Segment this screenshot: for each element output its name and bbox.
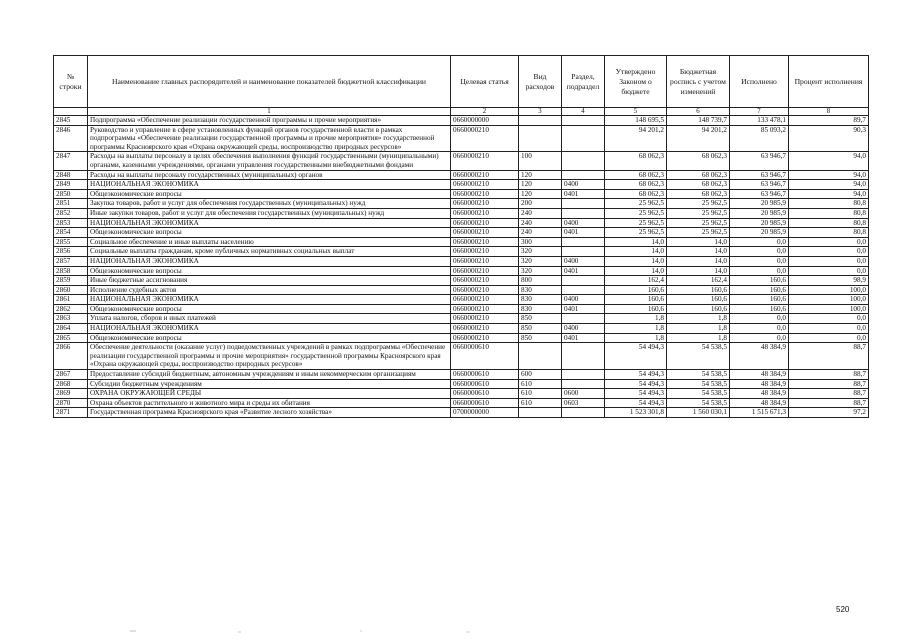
row-expense-kind: 240 [519, 208, 562, 218]
row-section [562, 276, 605, 286]
row-number: 2864 [54, 324, 88, 334]
row-number: 2858 [54, 266, 88, 276]
row-section [562, 237, 605, 247]
row-name: Общеэкономические вопросы [88, 266, 451, 276]
row-executed: 160,6 [730, 295, 789, 305]
row-executed: 48 384,9 [730, 398, 789, 408]
row-number: 2853 [54, 218, 88, 228]
row-section: 0603 [562, 398, 605, 408]
table-row [54, 398, 869, 408]
row-percent: 90,3 [789, 125, 869, 152]
table-row [54, 199, 869, 209]
row-approved: 14,0 [605, 237, 667, 247]
row-target-article: 0660000210 [451, 324, 519, 334]
row-section [562, 343, 605, 370]
row-executed: 0,0 [730, 256, 789, 266]
row-approved: 14,0 [605, 256, 667, 266]
row-percent: 88,7 [789, 370, 869, 380]
row-budget-schedule: 25 962,5 [667, 208, 730, 218]
table-row [54, 333, 869, 343]
row-approved: 1,8 [605, 333, 667, 343]
row-percent: 97,2 [789, 408, 869, 418]
row-section: 0400 [562, 256, 605, 266]
row-budget-schedule: 68 062,3 [667, 152, 730, 170]
row-budget-schedule: 14,0 [667, 266, 730, 276]
row-expense-kind: 850 [519, 333, 562, 343]
row-approved: 25 962,5 [605, 218, 667, 228]
row-approved: 148 695,5 [605, 116, 667, 126]
row-executed: 160,6 [730, 276, 789, 286]
row-target-article: 0660000210 [451, 247, 519, 257]
row-section [562, 247, 605, 257]
row-number: 2848 [54, 170, 88, 180]
row-expense-kind [519, 343, 562, 370]
row-executed: 133 478,1 [730, 116, 789, 126]
row-name: Закупка товаров, работ и услуг для обеспечения государственных (муниципальных) нужд [88, 199, 451, 209]
row-percent: 88,7 [789, 398, 869, 408]
row-expense-kind: 240 [519, 218, 562, 228]
row-target-article: 0660000210 [451, 170, 519, 180]
column-number: 2 [451, 108, 519, 116]
row-number: 2866 [54, 343, 88, 370]
row-section [562, 208, 605, 218]
row-executed: 20 985,9 [730, 228, 789, 238]
row-percent: 0,0 [789, 237, 869, 247]
row-section [562, 285, 605, 295]
row-approved: 1,8 [605, 324, 667, 334]
header-section: Раздел, подраздел [562, 56, 605, 108]
row-budget-schedule: 14,0 [667, 237, 730, 247]
row-number: 2870 [54, 398, 88, 408]
row-executed: 48 384,9 [730, 343, 789, 370]
row-percent: 80,8 [789, 218, 869, 228]
row-target-article: 0700000000 [451, 408, 519, 418]
row-name: Подпрограмма «Обеспечение реализации государственной программы и прочие мероприятия» [88, 116, 451, 126]
row-target-article: 0660000210 [451, 237, 519, 247]
row-percent: 80,8 [789, 208, 869, 218]
row-expense-kind: 600 [519, 370, 562, 380]
row-expense-kind: 120 [519, 180, 562, 190]
row-executed: 1 515 671,3 [730, 408, 789, 418]
row-executed: 160,6 [730, 285, 789, 295]
row-section [562, 314, 605, 324]
row-expense-kind: 300 [519, 237, 562, 247]
row-section: 0400 [562, 324, 605, 334]
row-percent: 0,0 [789, 256, 869, 266]
row-budget-schedule: 14,0 [667, 247, 730, 257]
row-target-article: 0660000210 [451, 256, 519, 266]
row-expense-kind: 240 [519, 228, 562, 238]
table-row [54, 389, 869, 399]
row-section [562, 370, 605, 380]
row-budget-schedule: 148 739,7 [667, 116, 730, 126]
row-expense-kind: 320 [519, 247, 562, 257]
row-target-article: 0660000210 [451, 285, 519, 295]
row-expense-kind: 850 [519, 314, 562, 324]
row-approved: 54 494,3 [605, 343, 667, 370]
row-number: 2868 [54, 379, 88, 389]
row-name: НАЦИОНАЛЬНАЯ ЭКОНОМИКА [88, 180, 451, 190]
row-target-article: 0660000210 [451, 276, 519, 286]
row-budget-schedule: 54 538,5 [667, 379, 730, 389]
row-budget-schedule: 160,6 [667, 295, 730, 305]
row-target-article: 0660000210 [451, 304, 519, 314]
header-approved: Утверждено Законом о бюджете [605, 56, 667, 108]
row-number: 2854 [54, 228, 88, 238]
row-number: 2857 [54, 256, 88, 266]
row-target-article: 0660000610 [451, 343, 519, 370]
table-row [54, 285, 869, 295]
table-row [54, 180, 869, 190]
row-section: 0401 [562, 266, 605, 276]
row-percent: 100,0 [789, 295, 869, 305]
row-target-article: 0660000210 [451, 152, 519, 170]
column-number [54, 108, 88, 116]
row-section: 0401 [562, 228, 605, 238]
row-name: Общеэкономические вопросы [88, 189, 451, 199]
row-expense-kind: 830 [519, 285, 562, 295]
row-budget-schedule: 94 201,2 [667, 125, 730, 152]
row-target-article: 0660000210 [451, 314, 519, 324]
header-budget-schedule: Бюджетная роспись с учетом изменений [667, 56, 730, 108]
row-number: 2849 [54, 180, 88, 190]
row-executed: 48 384,9 [730, 379, 789, 389]
row-expense-kind: 850 [519, 324, 562, 334]
row-number: 2861 [54, 295, 88, 305]
row-name: Расходы на выплаты персоналу государственных (муниципальных) органов [88, 170, 451, 180]
row-target-article: 0660000210 [451, 208, 519, 218]
row-number: 2846 [54, 125, 88, 152]
row-name: Охрана объектов растительного и животного мира и среды их обитания [88, 398, 451, 408]
row-budget-schedule: 25 962,5 [667, 199, 730, 209]
table-row [54, 370, 869, 380]
row-expense-kind: 830 [519, 295, 562, 305]
row-percent: 94,0 [789, 152, 869, 170]
row-name: Иные закупки товаров, работ и услуг для обеспечения государственных (муниципальных) нужд [88, 208, 451, 218]
budget-execution-table [53, 55, 869, 418]
row-percent: 94,0 [789, 170, 869, 180]
table-row [54, 208, 869, 218]
row-expense-kind: 320 [519, 256, 562, 266]
row-section: 0401 [562, 333, 605, 343]
row-budget-schedule: 162,4 [667, 276, 730, 286]
row-approved: 54 494,3 [605, 389, 667, 399]
row-target-article: 0660000210 [451, 189, 519, 199]
header-target-article: Целевая статья [451, 56, 519, 108]
table-row [54, 152, 869, 170]
row-approved: 54 494,3 [605, 398, 667, 408]
row-number: 2871 [54, 408, 88, 418]
row-expense-kind: 610 [519, 398, 562, 408]
row-expense-kind: 120 [519, 170, 562, 180]
row-name: Социальные выплаты гражданам, кроме публичных нормативных социальных выплат [88, 247, 451, 257]
row-approved: 68 062,3 [605, 180, 667, 190]
row-approved: 54 494,3 [605, 370, 667, 380]
row-expense-kind: 610 [519, 389, 562, 399]
table-header-row [54, 56, 869, 108]
row-name: Расходы на выплаты персоналу в целях обеспечения выполнения функций государственными (муниципальными) органами, казенными учреждениями, органами управления государственными внебюджетными фондами [88, 152, 451, 170]
row-target-article: 0660000210 [451, 218, 519, 228]
table-row [54, 408, 869, 418]
row-expense-kind [519, 116, 562, 126]
row-executed: 0,0 [730, 333, 789, 343]
row-section [562, 125, 605, 152]
table-row [54, 125, 869, 152]
row-name: Субсидии бюджетным учреждениям [88, 379, 451, 389]
row-target-article: 0660000210 [451, 333, 519, 343]
row-number: 2862 [54, 304, 88, 314]
column-number: 5 [605, 108, 667, 116]
row-budget-schedule: 1 560 030,1 [667, 408, 730, 418]
row-budget-schedule: 25 962,5 [667, 228, 730, 238]
row-name: НАЦИОНАЛЬНАЯ ЭКОНОМИКА [88, 324, 451, 334]
row-target-article: 0660000210 [451, 125, 519, 152]
table-row [54, 228, 869, 238]
row-section: 0400 [562, 218, 605, 228]
row-number: 2865 [54, 333, 88, 343]
row-name: Руководство и управление в сфере установленных функций органов государственной власти в рамках подпрограммы «Обеспечение реализации государственной программы и прочие мероприятия» государственной программы Красноярского края «Охрана окружающей среды, воспроизводство природных ресурсов» [88, 125, 451, 152]
table-row [54, 314, 869, 324]
table-row [54, 295, 869, 305]
row-expense-kind [519, 408, 562, 418]
row-number: 2863 [54, 314, 88, 324]
row-expense-kind: 200 [519, 199, 562, 209]
row-executed: 20 985,9 [730, 218, 789, 228]
row-expense-kind: 830 [519, 304, 562, 314]
row-executed: 0,0 [730, 314, 789, 324]
row-approved: 160,6 [605, 304, 667, 314]
row-expense-kind: 610 [519, 379, 562, 389]
table-row [54, 379, 869, 389]
row-percent: 100,0 [789, 285, 869, 295]
row-approved: 1,8 [605, 314, 667, 324]
row-approved: 25 962,5 [605, 199, 667, 209]
row-number: 2845 [54, 116, 88, 126]
row-target-article: 0660000610 [451, 370, 519, 380]
column-number: 1 [88, 108, 451, 116]
row-name: Общеэкономические вопросы [88, 333, 451, 343]
row-number: 2859 [54, 276, 88, 286]
row-executed: 0,0 [730, 266, 789, 276]
row-budget-schedule: 1,8 [667, 324, 730, 334]
row-budget-schedule: 25 962,5 [667, 218, 730, 228]
row-approved: 160,6 [605, 285, 667, 295]
row-expense-kind: 320 [519, 266, 562, 276]
row-name: Общеэкономические вопросы [88, 228, 451, 238]
row-target-article: 0660000610 [451, 398, 519, 408]
table-row [54, 343, 869, 370]
row-expense-kind [519, 125, 562, 152]
row-approved: 162,4 [605, 276, 667, 286]
row-percent: 0,0 [789, 333, 869, 343]
row-number: 2856 [54, 247, 88, 257]
row-percent: 80,8 [789, 199, 869, 209]
row-section [562, 116, 605, 126]
row-budget-schedule: 68 062,3 [667, 170, 730, 180]
row-name: ОХРАНА ОКРУЖАЮЩЕЙ СРЕДЫ [88, 389, 451, 399]
row-budget-schedule: 160,6 [667, 304, 730, 314]
row-budget-schedule: 54 538,5 [667, 343, 730, 370]
row-section: 0400 [562, 295, 605, 305]
row-executed: 20 985,9 [730, 208, 789, 218]
header-name: Наименование главных распорядителей и наименование показателей бюджетной классификации [88, 56, 451, 108]
row-section [562, 170, 605, 180]
row-approved: 25 962,5 [605, 208, 667, 218]
row-percent: 88,7 [789, 343, 869, 370]
row-percent: 0,0 [789, 324, 869, 334]
row-section [562, 408, 605, 418]
column-number: 3 [519, 108, 562, 116]
row-name: Иные бюджетные ассигнования [88, 276, 451, 286]
table-row [54, 189, 869, 199]
row-name: Уплата налогов, сборов и иных платежей [88, 314, 451, 324]
table-row [54, 237, 869, 247]
table-row [54, 324, 869, 334]
row-approved: 25 962,5 [605, 228, 667, 238]
row-approved: 160,6 [605, 295, 667, 305]
row-approved: 14,0 [605, 247, 667, 257]
column-number-row [54, 108, 869, 116]
row-target-article: 0660000210 [451, 180, 519, 190]
row-percent: 98,9 [789, 276, 869, 286]
row-number: 2852 [54, 208, 88, 218]
row-expense-kind: 120 [519, 189, 562, 199]
row-target-article: 0660000000 [451, 116, 519, 126]
table-row [54, 266, 869, 276]
row-number: 2855 [54, 237, 88, 247]
row-budget-schedule: 160,6 [667, 285, 730, 295]
row-section: 0401 [562, 304, 605, 314]
row-expense-kind: 100 [519, 152, 562, 170]
header-expense-kind: Вид расходов [519, 56, 562, 108]
header-executed: Исполнено [730, 56, 789, 108]
row-executed: 48 384,9 [730, 370, 789, 380]
row-percent: 89,7 [789, 116, 869, 126]
row-percent: 80,8 [789, 228, 869, 238]
row-executed: 0,0 [730, 237, 789, 247]
row-name: НАЦИОНАЛЬНАЯ ЭКОНОМИКА [88, 256, 451, 266]
row-approved: 1 523 301,8 [605, 408, 667, 418]
row-percent: 94,0 [789, 180, 869, 190]
row-name: НАЦИОНАЛЬНАЯ ЭКОНОМИКА [88, 218, 451, 228]
row-percent: 0,0 [789, 247, 869, 257]
row-target-article: 0660000210 [451, 295, 519, 305]
row-name: Социальное обеспечение и иные выплаты населению [88, 237, 451, 247]
row-percent: 88,7 [789, 389, 869, 399]
row-number: 2851 [54, 199, 88, 209]
row-executed: 0,0 [730, 324, 789, 334]
row-budget-schedule: 1,8 [667, 314, 730, 324]
row-approved: 14,0 [605, 266, 667, 276]
table-row [54, 170, 869, 180]
column-number: 7 [730, 108, 789, 116]
row-executed: 63 946,7 [730, 189, 789, 199]
table-row [54, 247, 869, 257]
row-target-article: 0660000610 [451, 389, 519, 399]
row-executed: 63 946,7 [730, 180, 789, 190]
row-executed: 85 093,2 [730, 125, 789, 152]
table-row [54, 276, 869, 286]
row-approved: 68 062,3 [605, 152, 667, 170]
row-number: 2869 [54, 389, 88, 399]
row-name: Предоставление субсидий бюджетным, автономным учреждениям и иным некоммерческим организациям [88, 370, 451, 380]
column-number: 8 [789, 108, 869, 116]
table-row [54, 304, 869, 314]
row-budget-schedule: 54 538,5 [667, 389, 730, 399]
row-budget-schedule: 14,0 [667, 256, 730, 266]
row-percent: 0,0 [789, 314, 869, 324]
row-approved: 94 201,2 [605, 125, 667, 152]
row-percent: 100,0 [789, 304, 869, 314]
table-row [54, 218, 869, 228]
row-section: 0600 [562, 389, 605, 399]
row-budget-schedule: 68 062,3 [667, 189, 730, 199]
scan-artifact-marks [0, 628, 905, 636]
row-section [562, 152, 605, 170]
row-percent: 88,7 [789, 379, 869, 389]
row-budget-schedule: 54 538,5 [667, 398, 730, 408]
table-row [54, 116, 869, 126]
row-name: Обеспечение деятельности (оказание услуг) подведомственных учреждений в рамках подпрограммы «Обеспечение реализации государственной программы и прочие мероприятия» государственной программы Красноярского края «Охрана окружающей среды, воспроизводство природных ресурсов» [88, 343, 451, 370]
row-executed: 63 946,7 [730, 170, 789, 180]
row-executed: 160,6 [730, 304, 789, 314]
row-target-article: 0660000210 [451, 199, 519, 209]
row-executed: 63 946,7 [730, 152, 789, 170]
row-name: Государственная программа Красноярского края «Развитие лесного хозяйства» [88, 408, 451, 418]
row-executed: 0,0 [730, 247, 789, 257]
row-approved: 68 062,3 [605, 170, 667, 180]
row-section: 0401 [562, 189, 605, 199]
row-target-article: 0660000210 [451, 266, 519, 276]
row-name: НАЦИОНАЛЬНАЯ ЭКОНОМИКА [88, 295, 451, 305]
row-name: Общеэкономические вопросы [88, 304, 451, 314]
row-budget-schedule: 68 062,3 [667, 180, 730, 190]
row-number: 2847 [54, 152, 88, 170]
row-section [562, 379, 605, 389]
row-approved: 54 494,3 [605, 379, 667, 389]
row-budget-schedule: 1,8 [667, 333, 730, 343]
row-approved: 68 062,3 [605, 189, 667, 199]
row-budget-schedule: 54 538,5 [667, 370, 730, 380]
row-name: Исполнение судебных актов [88, 285, 451, 295]
row-executed: 48 384,9 [730, 389, 789, 399]
column-number: 4 [562, 108, 605, 116]
row-expense-kind: 800 [519, 276, 562, 286]
row-target-article: 0660000610 [451, 379, 519, 389]
header-percent: Процент исполнения [789, 56, 869, 108]
row-section [562, 199, 605, 209]
row-section: 0400 [562, 180, 605, 190]
row-percent: 94,0 [789, 189, 869, 199]
row-number: 2850 [54, 189, 88, 199]
row-number: 2867 [54, 370, 88, 380]
row-target-article: 0660000210 [451, 228, 519, 238]
page-number: 520 [836, 605, 850, 614]
header-row-number: № строки [54, 56, 88, 108]
table-row [54, 256, 869, 266]
row-number: 2860 [54, 285, 88, 295]
row-executed: 20 985,9 [730, 199, 789, 209]
column-number: 6 [667, 108, 730, 116]
row-percent: 0,0 [789, 266, 869, 276]
